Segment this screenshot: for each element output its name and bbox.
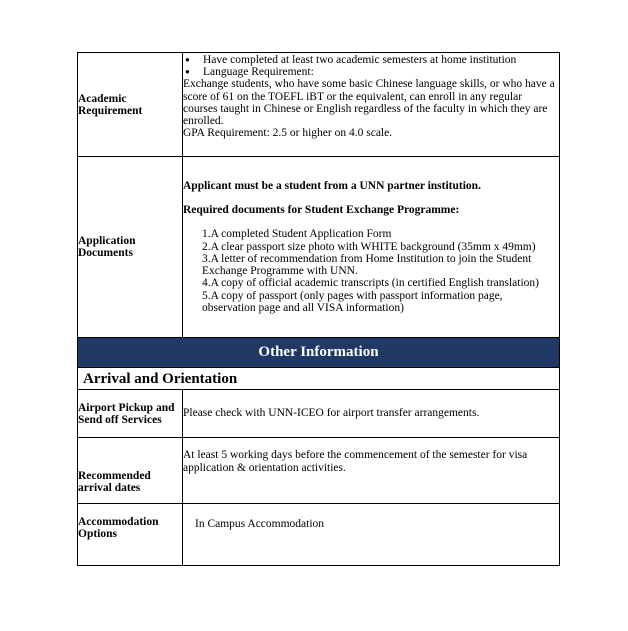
- document-item: 2.A clear passport size photo with WHITE background (35mm x 49mm): [202, 240, 536, 253]
- document-item: 4.A copy of official academic transcripts (in certified English translation): [202, 277, 540, 290]
- required-documents-heading: Required documents for Student Exchange Programme:: [183, 204, 460, 217]
- document-item: 1.A completed Student Application Form: [202, 228, 392, 241]
- arrival-dates-value: At least 5 working days before the commencement of the semester for visa application & orientation activities.: [183, 438, 560, 504]
- other-information-banner: Other Information: [77, 338, 560, 367]
- accommodation-row: [78, 504, 560, 566]
- academic-requirement-row: [78, 53, 560, 157]
- arrival-table: [77, 389, 560, 566]
- academic-bullet-list: [183, 54, 559, 78]
- airport-pickup-label: Airport Pickup and Send off Services: [78, 390, 183, 438]
- arrival-orientation-heading: Arrival and Orientation: [77, 367, 560, 389]
- arrival-dates-label: Recommended arrival dates: [78, 438, 183, 504]
- application-documents-label: Application Documents: [78, 157, 183, 338]
- gpa-requirement: GPA Requirement: 2.5 or higher on 4.0 scale.: [183, 127, 393, 140]
- requirements-table: [77, 52, 560, 338]
- academic-requirement-value: [183, 53, 560, 157]
- airport-pickup-value: Please check with UNN-ICEO for airport transfer arrangements.: [183, 390, 560, 438]
- academic-bullet-semesters: ● Have completed at least two academic semesters at home institution: [183, 54, 559, 66]
- accommodation-value: In Campus Accommodation: [183, 504, 560, 566]
- document-page: [77, 52, 560, 566]
- academic-bullet-language: ● Language Requirement:: [183, 66, 559, 78]
- airport-pickup-row: [78, 390, 560, 438]
- accommodation-label: Accommodation Options: [78, 504, 183, 566]
- document-item: 5.A copy of passport (only pages with passport information page, observation page and all VISA information): [202, 289, 503, 314]
- application-documents-value: [183, 157, 560, 338]
- required-documents-list: [183, 228, 559, 313]
- academic-requirement-label: Academic Requirement: [78, 53, 183, 157]
- document-item: 3.A letter of recommendation from Home Institution to join the Student Exchange Programme with UNN.: [202, 252, 532, 278]
- application-documents-row: [78, 157, 560, 338]
- arrival-dates-row: [78, 438, 560, 504]
- partner-institution-note: Applicant must be a student from a UNN partner institution.: [183, 180, 481, 193]
- language-requirement-paragraph: Exchange students, who have some basic Chinese language skills, or who have a score of 61 on the TOEFL iBT or the equivalent, can enroll in any regular courses taught in Chinese or English regardless of the faculty in which they are enrolled.: [183, 78, 555, 128]
